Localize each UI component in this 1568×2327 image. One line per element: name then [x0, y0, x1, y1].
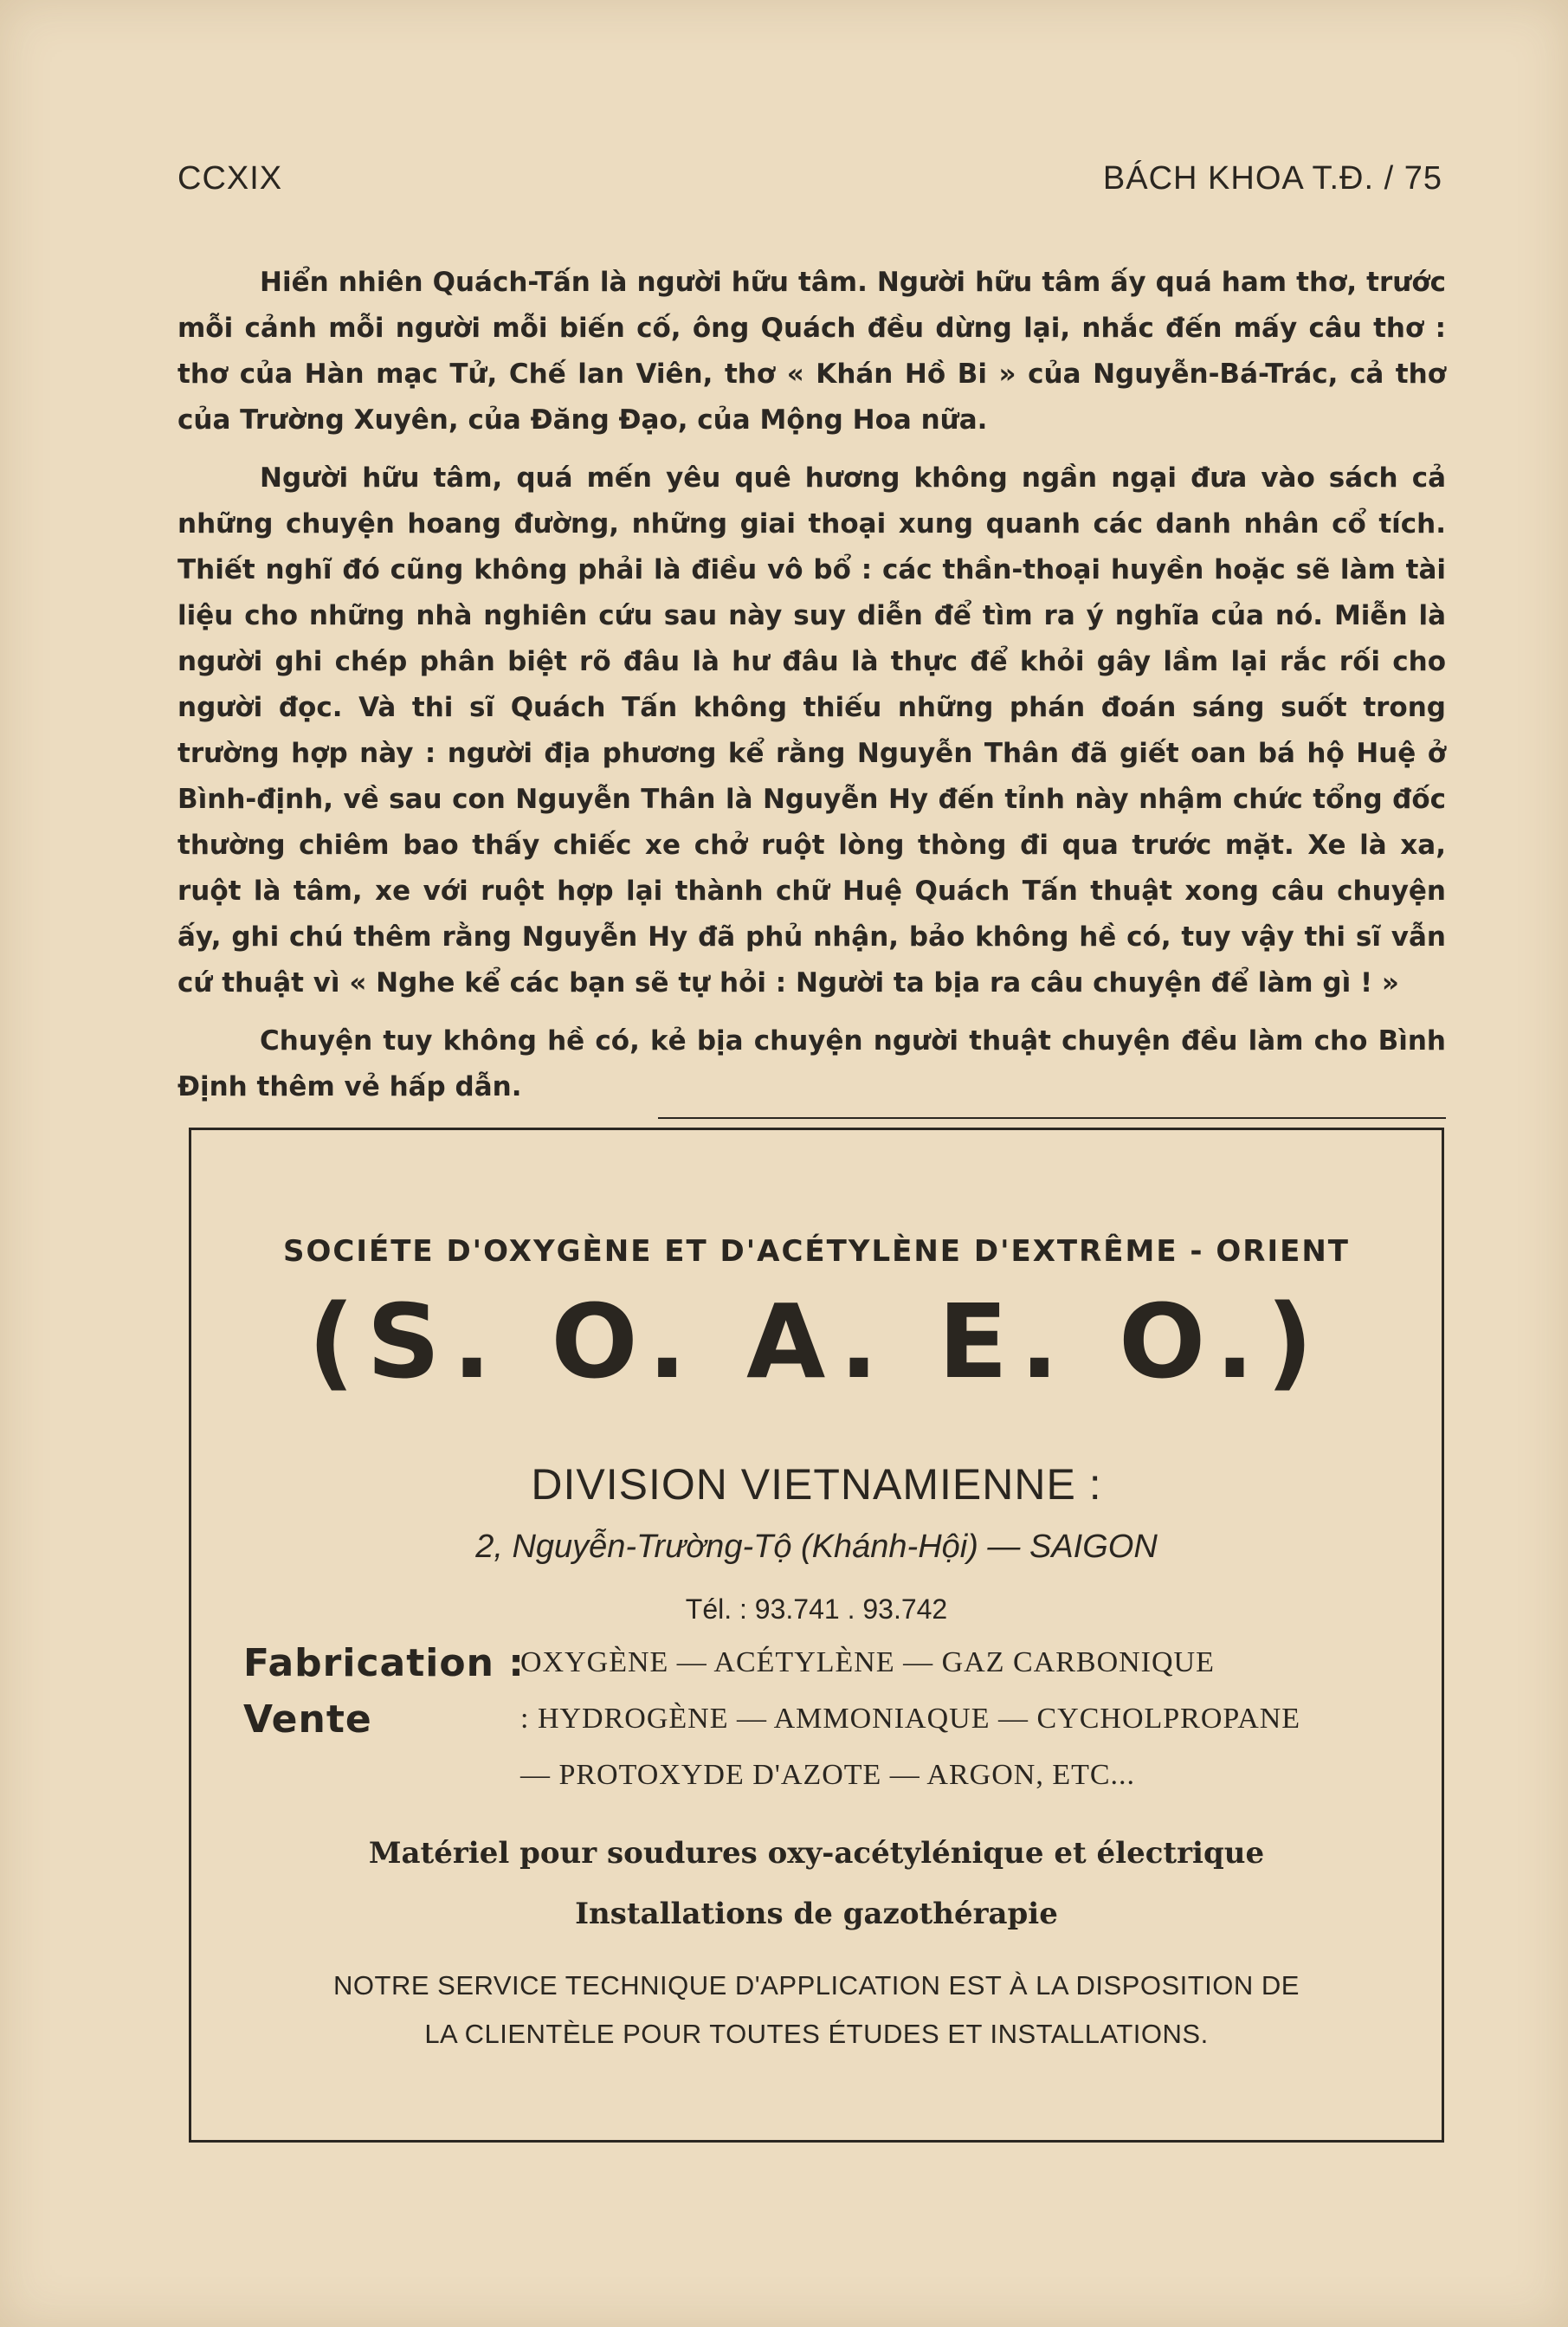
article-paragraph: Hiển nhiên Quách-Tấn là người hữu tâm. Người hữu tâm ấy quá ham thơ, trước mỗi cảnh mỗi người mỗi biến cố, ông Quách đều dừng lại, nhắc đến mấy câu thơ : thơ của Hàn mạc Tử, Chế lan Viên, thơ « Khán Hồ Bi » của Nguyễn-Bá-Trác, cả thơ của Trường Xuyên, của Đăng Đạo, của Mộng Hoa nữa.	[177, 267, 1446, 436]
ad-telephone: Tél. : 93.741 . 93.742	[685, 1593, 948, 1625]
ad-vente-row	[243, 1697, 1407, 1741]
ad-vente-continuation: — PROTOXYDE D'AZOTE — ARGON, ETC...	[519, 1759, 1136, 1791]
magazine-page-number: BÁCH KHOA T.Đ. / 75	[1102, 160, 1442, 197]
ad-notice	[261, 1962, 1372, 2059]
section-number: CCXIX	[177, 160, 283, 197]
ad-acronym: (S. O. A. E. O.)	[307, 1282, 1326, 1401]
article-paragraph: Chuyện tuy không hề có, kẻ bịa chuyện người thuật chuyện đều làm cho Bình Định thêm vẻ hấp dẫn.	[177, 1025, 1446, 1102]
ad-installations: Installations de gazothérapie	[575, 1897, 1058, 1931]
ad-fabrication-value: OXYGÈNE — ACÉTYLÈNE — GAZ CARBONIQUE	[520, 1646, 1215, 1678]
article-paragraph: Người hữu tâm, quá mến yêu quê hương không ngần ngại đưa vào sách cả những chuyện hoang đường, những giai thoại xung quanh các danh nhân cổ tích. Thiết nghĩ đó cũng không phải là điều vô bổ : các thần-thoại huyền hoặc sẽ làm tài liệu cho những nhà nghiên cứu sau này suy diễn để tìm ra ý nghĩa của nó. Miễn là người ghi chép phân biệt rõ đâu là hư đâu là thực để khỏi gây lầm lại rắc rối cho người đọc. Và thi sĩ Quách Tấn không thiếu những phán đoán sáng suốt trong trường hợp này : người địa phương kể rằng Nguyễn Thân đã giết oan bá hộ Huệ ở Bình-định, về sau con Nguyễn Thân là Nguyễn Hy đến tỉnh này nhậm chức tổng đốc thường chiêm bao thấy chiếc xe chở ruột lòng thòng đi qua trước mặt. Xe là xa, ruột là tâm, xe với ruột hợp lại thành chữ Huệ Quách Tấn thuật xong câu chuyện ấy, ghi chú thêm rằng Nguyễn Hy đã phủ nhận, bảo không hề có, tuy vậy thi sĩ vẫn cứ thuật vì « Nghe kể các bạn sẽ tự hỏi : Người ta bịa ra câu chuyện để làm gì ! »	[177, 462, 1446, 999]
page-header	[177, 160, 1442, 204]
ad-vente-value: : HYDROGÈNE — AMMONIAQUE — CYCHOLPROPANE	[520, 1703, 1301, 1735]
ad-notice-line: NOTRE SERVICE TECHNIQUE D'APPLICATION EST À LA DISPOSITION DE	[333, 1970, 1300, 2001]
ad-vente-continuation-row	[243, 1754, 1407, 1797]
ad-materiel: Matériel pour soudures oxy-acétylénique et électrique	[368, 1836, 1265, 1871]
ad-fabrication-row	[243, 1641, 1407, 1684]
ad-vente-label: Vente	[243, 1697, 372, 1742]
advertisement-box	[189, 1128, 1444, 2143]
ad-notice-line: LA CLIENTÈLE POUR TOUTES ÉTUDES ET INSTALLATIONS.	[424, 2019, 1209, 2049]
article-body	[177, 260, 1446, 1122]
ad-division: DIVISION VIETNAMIENNE :	[531, 1460, 1102, 1509]
ad-address: 2, Nguyễn-Trường-Tộ (Khánh-Hội) — SAIGON	[475, 1529, 1158, 1565]
ad-company-name: SOCIÉTE D'OXYGÈNE ET D'ACÉTYLÈNE D'EXTRÊME - ORIENT	[282, 1234, 1350, 1269]
ad-fabrication-label: Fabrication :	[243, 1641, 525, 1685]
divider-rule	[658, 1117, 1446, 1119]
